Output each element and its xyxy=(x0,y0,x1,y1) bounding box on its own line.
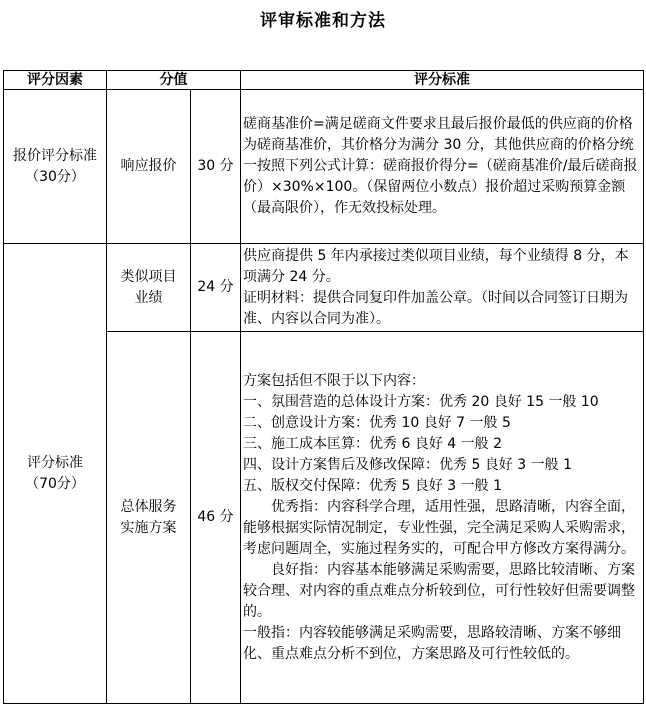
score-46: 46 分 xyxy=(191,332,241,704)
criteria-item: 三、施工成本匡算：优秀 6 良好 4 一般 2 xyxy=(243,435,502,452)
table-row xyxy=(4,244,644,332)
criteria-item: 一、氛围营造的总体设计方案：优秀 20 良好 15 一般 10 xyxy=(243,393,599,410)
criteria-item: 四、设计方案售后及修改保障：优秀 5 良好 3 一般 1 xyxy=(243,456,572,473)
criteria-level-good: 良好指：内容基本能够满足采购需要，思路比较清晰、方案较合理、对内容的重点难点分析较到位，可行性较好但需要调整的。 xyxy=(243,561,635,620)
factor-scoring: 评分标准 （70分） xyxy=(4,244,107,704)
criteria-level-general: 一般指：内容较能够满足采购需要，思路较清晰、方案不够细化、重点难点分析不到位，方案思路及可行性较低的。 xyxy=(243,624,621,662)
criteria-price: 磋商基准价=满足磋商文件要求且最后报价最低的供应商的价格为磋商基准价，其价格分为满分 30 分，其他供应商的价格分统一按照下列公式计算：磋商报价得分=（磋商基准价/最后磋商报价）×30%×100。（保留两位小数点）报价超过采购预算金额（最高限价），作无效投标处理。 xyxy=(241,90,644,244)
table-header-row xyxy=(4,71,644,90)
criteria-line: 证明材料：提供合同复印件加盖公章。（时间以合同签订日期为准、内容以合同为准）。 xyxy=(243,289,628,327)
criteria-intro: 方案包括但不限于以下内容： xyxy=(243,372,425,389)
criteria-item: 二、创意设计方案：优秀 10 良好 7 一般 5 xyxy=(243,414,511,431)
score-30: 30 分 xyxy=(191,90,241,244)
header-score: 分值 xyxy=(107,71,241,90)
header-criteria: 评分标准 xyxy=(241,71,644,90)
sub-similar-projects: 类似项目 业绩 xyxy=(107,244,191,332)
criteria-similar-projects xyxy=(241,244,644,332)
criteria-service-plan xyxy=(241,332,644,704)
scoring-table xyxy=(3,70,644,704)
page-title: 评审标准和方法 xyxy=(260,11,386,31)
score-24: 24 分 xyxy=(191,244,241,332)
sub-response-price: 响应报价 xyxy=(107,90,191,244)
criteria-line: 供应商提供 5 年内承接过类似项目业绩，每个业绩得 8 分，本项满分 24 分。 xyxy=(243,247,629,285)
table-row xyxy=(4,90,644,244)
sub-service-plan: 总体服务 实施方案 xyxy=(107,332,191,704)
criteria-level-excellent: 优秀指：内容科学合理，适用性强，思路清晰，内容全面，能够根据实际情况制定，专业性强，完全满足采购人采购需求，考虑问题周全，实施过程务实的，可配合甲方修改方案得满分。 xyxy=(243,498,635,557)
factor-price: 报价评分标准 （30分） xyxy=(4,90,107,244)
criteria-item: 五、版权交付保障：优秀 5 良好 3 一般 1 xyxy=(243,477,502,494)
header-factor: 评分因素 xyxy=(4,71,107,90)
